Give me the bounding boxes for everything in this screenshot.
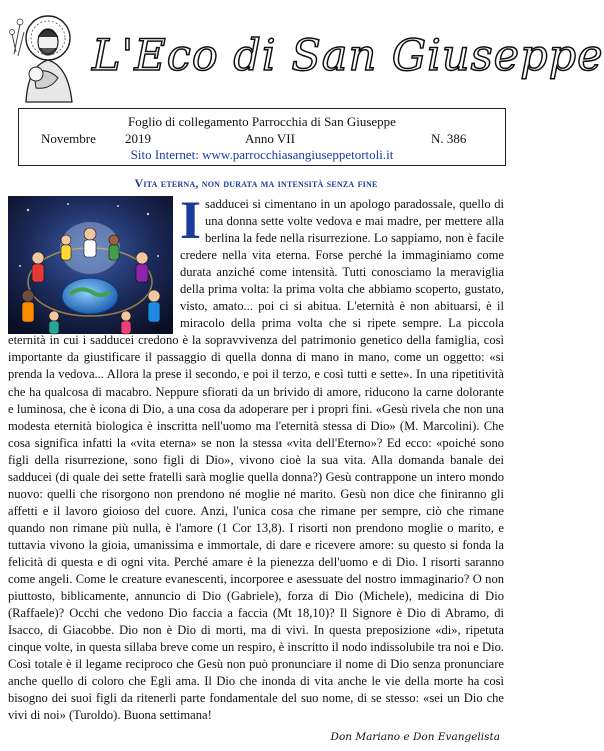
newsletter-info-box — [18, 108, 506, 166]
masthead-title: L'Eco di San Giuseppe — [92, 31, 604, 81]
issue-number: N. 386 — [431, 131, 467, 146]
image-wrap-spacer — [8, 196, 180, 332]
newsletter-subtitle: Foglio di collegamento Parrocchia di San Giuseppe — [128, 114, 396, 129]
issue-month: Novembre — [41, 131, 96, 146]
issue-year: 2019 — [125, 131, 151, 146]
article-body — [8, 190, 504, 728]
article-body-text: sadducei si cimentano in un apologo paradossale, quello di una donna sette volte vedova e mai madre, per mettere alla berlina la fede nella risurrezione. Lo sappiamo, non è facile credere nella vita eterna. Forse perché la immaginiamo come durata anziché come intensità. Tutti conosciamo la meraviglia della prima volta: la prima volta che abbiamo scoperto, gustato, visto, amato... poi ci si abitua. L'eternità è non abituarsi, è il miracolo della prima volta che si ripete sempre. La piccola eternità in cui i sadducei credono è la sopravvivenza del patrimonio genetico della famiglia, così importante da giustificare il passaggio di quella donna di mano in mano, come un oggetto: «si prenda la vedova... Allora la prese il secondo, e poi il terzo, e così tutti e sette». In una ripetitività che ha qualcosa di macabro. Neppure sfiorati da un brivido di amore, riducono la carne dolorante e luminosa, che è icona di Dio, a una cosa da adoperare per i propri fini. «Gesù rivela che non una modesta eternità biologica è inscritta nell'uomo ma l'eternità stessa di Dio» (M. Marcolini). Che cosa significa infatti la «vita eterna» se non la stessa «vita dell'Eterno»? Ed ecco: «poiché sono figli della risurrezione, sono figli di Dio», vivono cioè la sua vita. Alla domanda banale dei sadducei (di quale dei sette fratelli sarà moglie quella donna?) Gesù contrappone un intero mondo nuovo: quelli che risorgono non prendono né moglie né marito. Gesù non dice che finiranno gli affetti e il lavoro gioioso del cuore. Anzi, l'unica cosa che rimane per sempre, ciò che rimane quando non rimane più nulla, è l'amore (1 Cor 13,8). I risorti non prendono moglie o marito, e tuttavia vivono la gioia, umanissima e immortale, di dare e ricevere amore: su questo si fonda la felicità di questa e di ogni vita. Perché amare è la pienezza dell'uomo e di Dio. I risorti saranno come angeli. Come le creature evanescenti, incorporee e asessuate del nostro immaginario? O non piuttosto, biblicamente, annuncio di Dio (Gabriele), forza di Dio (Michele), medicina di Dio (Raffaele)? Occhi che vedono Dio faccia a faccia (Mt 18,10)? Il Signore è Dio di Abramo, di Isacco, di Giacobbe. Dio non è Dio di morti, ma di vivi. In questa preposizione «di», ripetuta cinque volte, in questa sillaba breve come un respiro, è inscritto il nodo indissolubile tra noi e Dio. Così totale è il legame reciproco che Gesù non può pronunciare il nome di Dio senza pronunciare anche quello di coloro che Egli ama. Il Dio che inonda di vita anche le vie della morte ha così bisogno dei suoi figli da ritenerli parte fondamentale del suo nome, di se stesso: «sei un Dio che vivi di noi» (Turoldo). Buona settimana! — [8, 197, 504, 723]
issue-volume: Anno VII — [245, 131, 295, 146]
saint-joseph-portrait-icon — [6, 4, 88, 104]
article-signature: Don Mariano e Don Evangelista — [330, 731, 500, 743]
website-link[interactable]: Sito Internet: www.parrocchiasangiuseppetortoli.it — [130, 147, 394, 162]
article-title: Vita eterna, non durata ma intensità senza fine — [134, 176, 378, 190]
article-dropcap: I — [180, 190, 202, 250]
issue-info-row — [19, 131, 505, 147]
saint-joseph-logo — [6, 4, 88, 104]
